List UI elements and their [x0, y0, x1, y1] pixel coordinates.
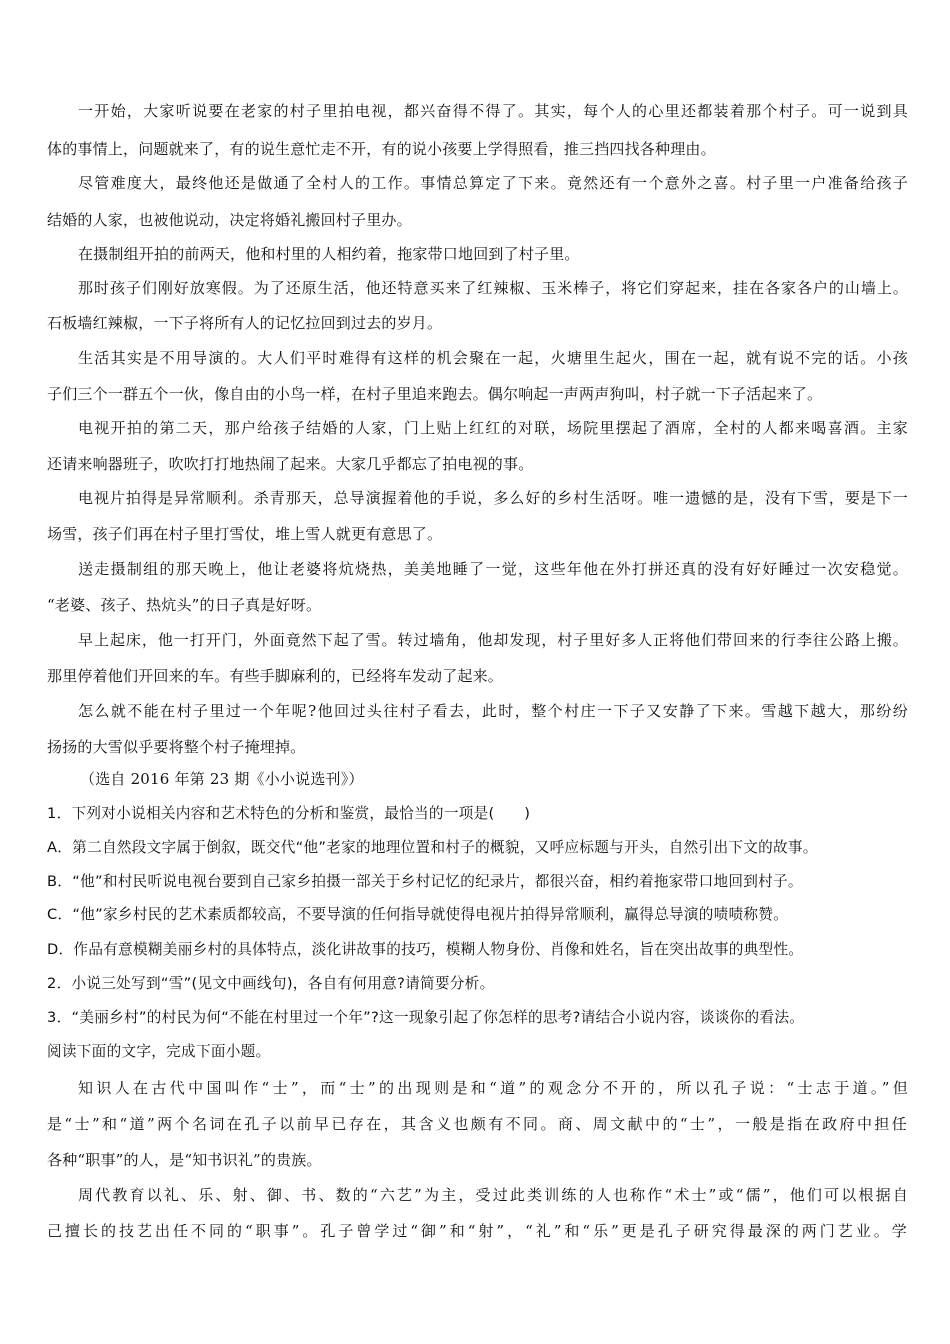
- reading-instruction: 阅读下面的文字，完成下面小题。: [47, 1043, 271, 1060]
- essay-paragraph-1-line-3: 各种“职事”的人，是“知书识礼”的贵族。: [47, 1151, 322, 1169]
- story-paragraph-5-line-2: 子们三个一群五个一伙，像自由的小鸟一样，在村子里追来跑去。偶尔响起一声两声狗叫，村子就一下子活起来了。: [47, 385, 823, 403]
- story-paragraph-9-line-2: 那里停着他们开回来的车。有些手脚麻利的，已经将车发动了起来。: [47, 667, 504, 685]
- story-paragraph-10-line-2: 扬扬的大雪似乎要将整个村子掩埋掉。: [47, 738, 306, 756]
- essay-paragraph-1-line-1: 知识人在古代中国叫作“士”，而“士”的出现则是和“道”的观念分不开的，所以孔子说：“士志于道。”但: [78, 1079, 908, 1097]
- question-1-option-a: A．第二自然段文字属于倒叙，既交代“他”老家的地理位置和村子的概貌，又呼应标题与开头，自然引出下文的故事。: [47, 839, 818, 856]
- story-paragraph-10-line-1: 怎么就不能在村子里过一个年呢?他回过头往村子看去，此时，整个村庄一下子又安静了下来。雪越下越大，那纷纷: [78, 702, 908, 720]
- story-paragraph-6-line-2: 还请来响器班子，吹吹打打地热闹了起来。大家几乎都忘了拍电视的事。: [47, 455, 534, 473]
- story-paragraph-7-line-1: 电视片拍得是异常顺利。杀青那天，总导演握着他的手说，多么好的乡村生活呀。唯一遗憾的是，没有下雪，要是下一: [78, 489, 908, 507]
- question-1-option-c: C．“他”家乡村民的艺术素质都较高，不要导演的任何指导就使得电视片拍得异常顺利，赢得总导演的啧啧称赞。: [47, 906, 789, 923]
- question-1-option-b: B．“他”和村民听说电视台要到自己家乡拍摄一部关于乡村记忆的纪录片，都很兴奋，相约着拖家带口地回到村子。: [47, 873, 803, 890]
- story-paragraph-3: 在摄制组开拍的前两天，他和村里的人相约着，拖家带口地回到了村子里。: [78, 245, 580, 263]
- story-paragraph-8-line-1: 送走摄制组的那天晚上，他让老婆将炕烧热，美美地睡了一觉，这些年他在外打拼还真的没有好好睡过一次安稳觉。: [78, 560, 908, 578]
- story-source-citation: （选自 2016 年第 23 期《小小说选刊》）: [80, 770, 364, 788]
- story-paragraph-6-line-1: 电视开拍的第二天，那户给孩子结婚的人家，门上贴上红红的对联，场院里摆起了酒席，全村的人都来喝喜酒。主家: [78, 419, 908, 437]
- story-paragraph-2-line-1: 尽管难度大，最终他还是做通了全村人的工作。事情总算定了下来。竟然还有一个意外之喜。村子里一户准备给孩子: [78, 174, 908, 192]
- story-paragraph-5-line-1: 生活其实是不用导演的。大人们平时难得有这样的机会聚在一起，火塘里生起火，围在一起，就有说不完的话。小孩: [78, 349, 908, 367]
- essay-paragraph-1-line-2: 是“士”和“道”两个名词在孔子以前早已存在，其含义也颇有不同。商、周文献中的“士”，一般是指在政府中担任: [47, 1115, 907, 1133]
- essay-paragraph-2-line-2: 己擅长的技艺出任不同的“职事”。孔子曾学过“御”和“射”，“礼”和“乐”更是孔子研究得最深的两门艺业。学: [47, 1222, 907, 1240]
- story-paragraph-7-line-2: 场雪，孩子们再在村子里打雪仗，堆上雪人就更有意思了。: [47, 525, 443, 543]
- story-paragraph-1-line-2: 体的事情上，问题就来了，有的说生意忙走不开，有的说小孩要上学得照看，推三挡四找各种理由。: [47, 140, 716, 158]
- story-paragraph-2-line-2: 结婚的人家，也被他说动，决定将婚礼搬回村子里办。: [47, 211, 412, 229]
- story-paragraph-4-line-2: 石板墙红辣椒，一下子将所有人的记忆拉回到过去的岁月。: [47, 314, 443, 332]
- question-1: 1．下列对小说相关内容和艺术特色的分析和鉴赏，最恰当的一项是( ): [47, 805, 531, 822]
- question-3: 3．“美丽乡村”的村民为何“不能在村里过一个年”?这一现象引起了你怎样的思考?请结合小说内容，谈谈你的看法。: [47, 1009, 805, 1026]
- story-paragraph-4-line-1: 那时孩子们刚好放寒假。为了还原生活，他还特意买来了红辣椒、玉米棒子，将它们穿起来，挂在各家各户的山墙上。: [78, 279, 908, 297]
- essay-paragraph-2-line-1: 周代教育以礼、乐、射、御、书、数的“六艺”为主，受过此类训练的人也称作“术士”或“儒”，他们可以根据自: [78, 1186, 908, 1204]
- story-paragraph-1-line-1: 一开始，大家听说要在老家的村子里拍电视，都兴奋得不得了。其实，每个人的心里还都装着那个村子。可一说到具: [78, 102, 908, 120]
- question-2: 2．小说三处写到“雪”(见文中画线句)，各自有何用意?请简要分析。: [47, 975, 495, 992]
- story-paragraph-9-line-1: 早上起床，他一打开门，外面竟然下起了雪。转过墙角，他却发现，村子里好多人正将他们带回来的行李往公路上搬。: [78, 631, 908, 649]
- question-1-option-d: D．作品有意模糊美丽乡村的具体特点，淡化讲故事的技巧，模糊人物身份、肖像和姓名，旨在突出故事的典型性。: [47, 941, 804, 958]
- story-paragraph-8-line-2: “老婆、孩子、热炕头”的日子真是好呀。: [47, 596, 322, 614]
